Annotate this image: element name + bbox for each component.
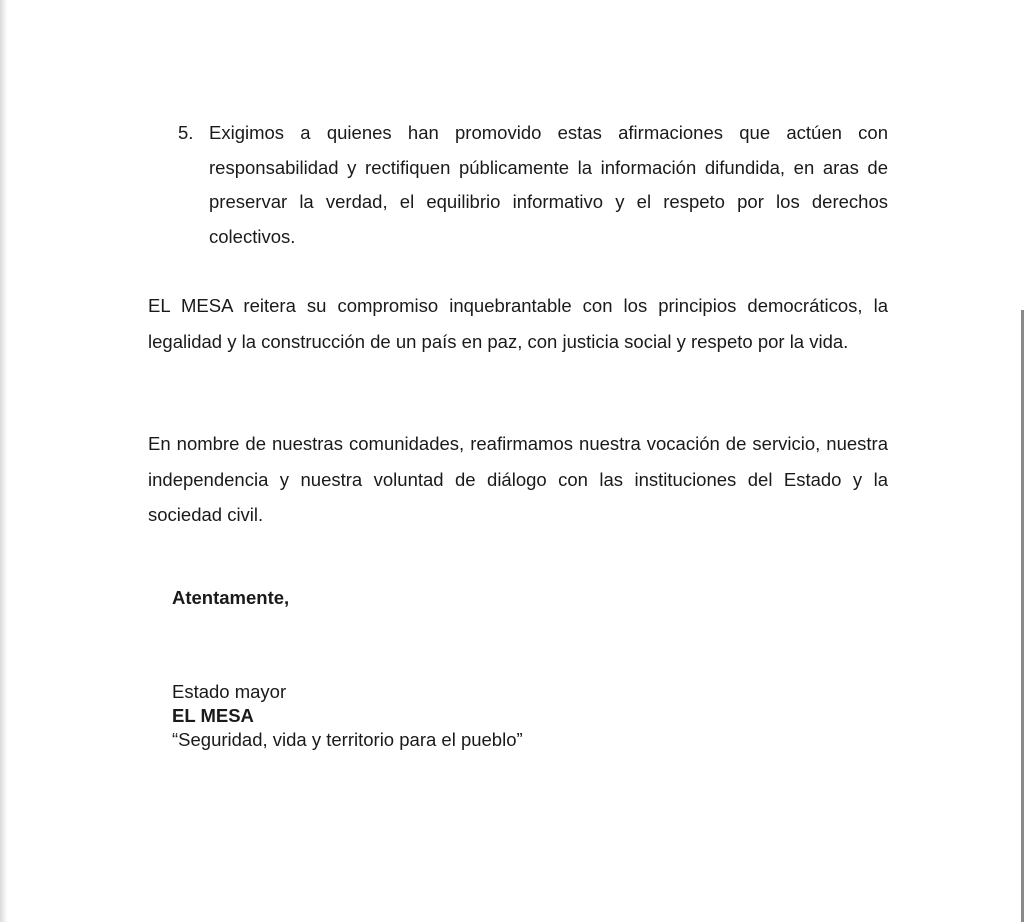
signature-motto: “Seguridad, vida y territorio para el pueblo” (172, 729, 523, 750)
list-item-text: Exigimos a quienes han promovido estas afirmaciones que actúen con responsabilidad y rectifiquen públicamente la información difundida, en aras de preservar la verdad, el equilibrio informativo y el respeto por los derechos colectivos. (209, 122, 888, 247)
paragraph-commitment: EL MESA reitera su compromiso inquebrantable con los principios democráticos, la legalidad y la construcción de un país en paz, con justicia social y respeto por la vida. (148, 295, 888, 352)
signature-organization: EL MESA (172, 705, 254, 726)
list-item-number: 5. (178, 122, 194, 143)
closing-salutation: Atentamente, (172, 587, 290, 608)
signature-block (172, 680, 523, 752)
paragraph-communities: En nombre de nuestras comunidades, reafirmamos nuestra vocación de servicio, nuestra independencia y nuestra voluntad de diálogo con las instituciones del Estado y la sociedad civil. (148, 433, 888, 525)
signature-title: Estado mayor (172, 681, 287, 702)
